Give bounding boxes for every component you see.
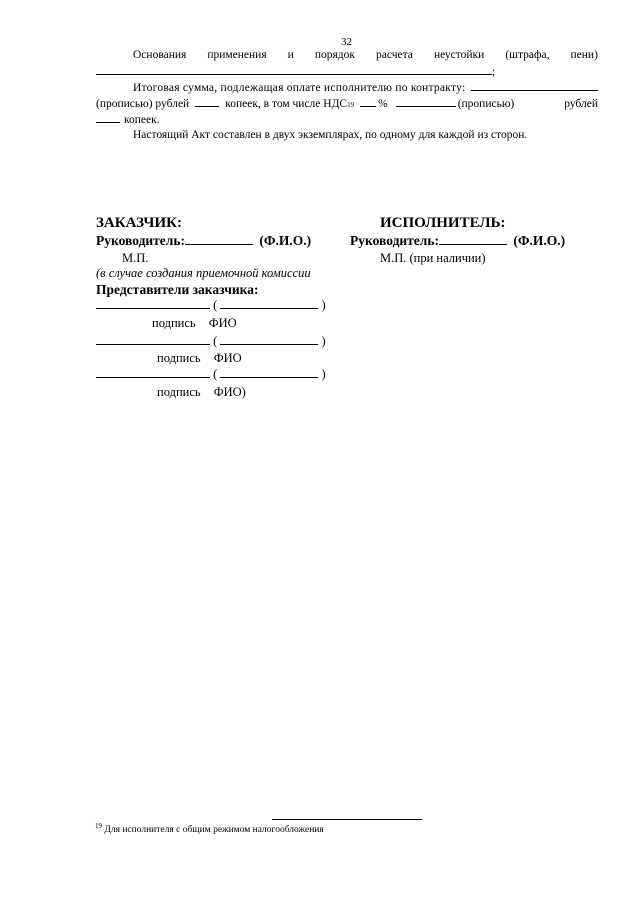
footnote [95, 821, 324, 835]
page-number: 32 [341, 36, 352, 48]
executor-title: ИСПОЛНИТЕЛЬ: [380, 215, 506, 231]
footnote-separator [272, 819, 422, 820]
customer-stamp: М.П. [122, 251, 149, 265]
footnote-number: 19 [95, 821, 102, 830]
word: (штрафа, [505, 49, 550, 61]
fio-blank[interactable] [220, 377, 318, 378]
word: применения [207, 49, 267, 61]
fill-blank[interactable] [360, 106, 376, 107]
word: пени) [570, 49, 598, 61]
rep-sign-caption [157, 351, 242, 366]
word: неустойки [433, 49, 485, 61]
executor-stamp: М.П. (при наличии) [380, 251, 486, 265]
fill-blank[interactable] [195, 106, 219, 107]
head-label: Руководитель: [350, 233, 440, 248]
word: порядок [314, 49, 355, 61]
total-sum-text: Итоговая сумма, подлежащая оплате исполнителю по контракту: [133, 82, 466, 94]
fio-label: (Ф.И.О.) [513, 233, 566, 248]
rep-sign-caption [152, 316, 237, 331]
head-label: Руководитель: [96, 233, 186, 248]
kopecks-text: копеек. [124, 114, 160, 126]
grounds-fill-line [96, 66, 495, 78]
paren: ( [213, 334, 218, 348]
commission-note: (в случае создания приемочной комиссии [96, 266, 311, 280]
signature-blank[interactable] [96, 377, 210, 378]
fill-blank[interactable] [396, 106, 456, 107]
total-sum-line2: (прописью) рублей копеек, в том числе НДС 19 % (прописью) рублей [96, 98, 598, 110]
word: Основания [133, 49, 187, 61]
para-grounds [133, 49, 598, 61]
semicolon: ; [492, 66, 496, 78]
sign-label: подпись [157, 385, 201, 399]
sign-label: подпись [152, 316, 196, 330]
fio-label: ФИО [213, 351, 242, 365]
sign-label: подпись [157, 351, 201, 365]
rep-signature-line [96, 334, 326, 349]
rep-signature-line [96, 298, 326, 313]
rep-signature-line [96, 367, 326, 382]
signature-blank[interactable] [96, 308, 210, 309]
fio-blank[interactable] [220, 344, 318, 345]
word: расчета [376, 49, 413, 61]
paren: ) [321, 334, 326, 348]
customer-reps-title: Представители заказчика: [96, 282, 259, 297]
customer-head-line [96, 233, 311, 249]
signature-blank[interactable] [185, 244, 253, 245]
fio-label: ФИО [208, 316, 237, 330]
percent-sign: % [378, 98, 388, 110]
signature-blank[interactable] [96, 344, 210, 345]
paren: ) [321, 367, 326, 381]
rep-sign-caption [157, 385, 246, 400]
fio-label: (Ф.И.О.) [259, 233, 312, 248]
fio-blank[interactable] [220, 308, 318, 309]
fill-blank[interactable] [471, 90, 598, 91]
fill-blank[interactable] [96, 122, 120, 123]
rubles-text: (прописью) рублей [96, 98, 190, 110]
copies-statement: Настоящий Акт составлен в двух экземплярах, по одному для каждой из сторон. [133, 129, 528, 141]
word: и [287, 49, 294, 61]
fio-label: ФИО) [213, 385, 246, 399]
total-sum-line1 [133, 82, 598, 94]
signature-blank[interactable] [439, 244, 507, 245]
kopecks-vat-text: копеек, в том числе НДС [225, 98, 348, 110]
executor-head-line [350, 233, 565, 249]
total-sum-line3 [96, 114, 160, 126]
paren: ) [321, 298, 326, 312]
customer-title: ЗАКАЗЧИК: [96, 215, 182, 231]
paren: ( [213, 367, 218, 381]
paren: ( [213, 298, 218, 312]
footnote-text: Для исполнителя с общим режимом налогообложения [104, 825, 324, 835]
fill-blank[interactable] [96, 74, 492, 75]
rubles-text-2: (прописью) рублей [457, 98, 598, 110]
